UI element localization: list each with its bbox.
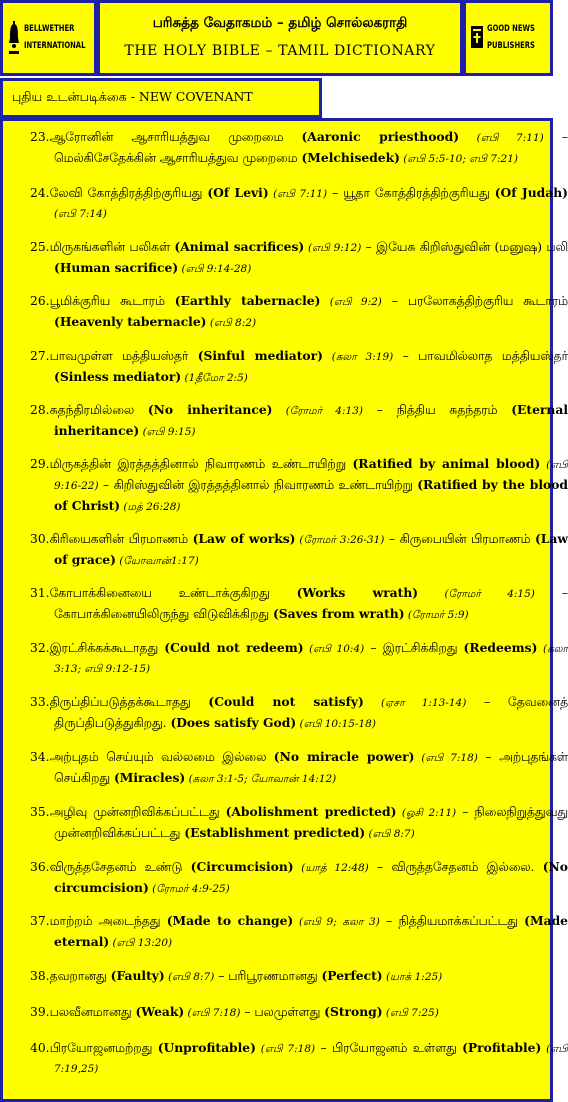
english-term: (Does satisfy God) — [170, 715, 297, 730]
entry-number: 24. — [30, 186, 50, 200]
dictionary-entry — [30, 638, 568, 679]
page-title-english: THE HOLY BIBLE – TAMIL DICTIONARY — [124, 43, 436, 59]
english-term: (Profitable) — [462, 1040, 542, 1055]
tamil-term: – பரிபூரணமானது — [214, 969, 322, 983]
tamil-term: – பலமுள்ளது — [240, 1005, 325, 1019]
english-term: (Faulty) — [110, 968, 165, 983]
scripture-reference: (எபி 7:18) — [255, 1043, 316, 1055]
tamil-term: கிரியைகளின் பிரமாணம் — [49, 532, 193, 546]
dictionary-entry — [30, 966, 568, 987]
scripture-reference: (ரோமர் 4:15) — [418, 588, 535, 600]
english-term: (Circumcision) — [190, 859, 294, 874]
tamil-term: – கிருபையின் பிரமாணம் — [384, 532, 535, 546]
tamil-term: விருத்தசேதனம் உண்டு — [49, 860, 191, 874]
entry-number: 34. — [30, 750, 50, 764]
entry-number: 37. — [30, 914, 50, 928]
english-term: (Abolishment predicted) — [225, 804, 397, 819]
english-term: (No inheritance) — [147, 402, 273, 417]
english-term: (Perfect) — [321, 968, 383, 983]
entry-number: 29. — [30, 457, 50, 471]
entry-number: 28. — [30, 403, 50, 417]
scripture-reference: (மத் 26:28) — [120, 501, 181, 513]
tamil-term: மிருகங்களின் பலிகள் — [49, 240, 175, 254]
good-news-logo-box — [463, 0, 553, 76]
tamil-term: தவறானது — [49, 969, 111, 983]
tamil-term: லேவி கோத்திரத்திற்குரியது — [49, 186, 208, 200]
english-term: (No miracle power) — [273, 749, 415, 764]
entry-number: 39. — [30, 1005, 50, 1019]
scripture-reference: (எபி 7:19,25) — [54, 1043, 568, 1075]
scripture-reference: (எபி 9:12) — [304, 242, 362, 254]
scripture-reference: (எபி 8:7) — [365, 828, 415, 840]
dictionary-entry — [30, 911, 568, 953]
tamil-term: – பரலோகத்திற்குரிய கூடாரம் — [381, 294, 568, 308]
entry-number: 33. — [30, 695, 50, 709]
scripture-reference: (எபி 13:20) — [109, 937, 173, 949]
english-term: (Establishment predicted) — [184, 825, 366, 840]
english-term: (Heavenly tabernacle) — [54, 314, 207, 329]
tamil-term: – தேவனைத் திருப்திபடுத்துகிறது. — [54, 695, 568, 730]
scripture-reference: (கலா 3:13; எபி 9:12-15) — [54, 643, 568, 675]
logo-right-line2: PUBLISHERS — [487, 41, 535, 51]
logo-left-line1: BELLWETHER — [24, 24, 75, 34]
english-term: (Weak) — [135, 1004, 185, 1019]
english-term: (Aaronic priesthood) — [301, 129, 460, 144]
scripture-reference: (எபி 9:15) — [139, 426, 196, 438]
entry-number: 23. — [30, 130, 50, 144]
english-term: (Strong) — [324, 1004, 383, 1019]
tamil-term: மிருகத்தின் இரத்தத்தினால் நிவாரணம் உண்டாயிற்று — [49, 457, 353, 471]
scripture-reference: (எபி 7:14) — [54, 208, 107, 220]
bellwether-logo — [7, 15, 90, 61]
tamil-term: – பிரயோஜனம் உள்ளது — [315, 1041, 463, 1055]
english-term: (Human sacrifice) — [54, 260, 179, 275]
dictionary-entry — [30, 346, 568, 388]
dictionary-entry — [30, 692, 568, 734]
scripture-reference: (யாக் 1:25) — [382, 971, 443, 983]
entries-panel — [0, 118, 568, 1102]
tamil-term: – விருத்தசேதனம் இல்லை. — [368, 860, 543, 874]
scripture-reference: (யோவான்1:17) — [115, 555, 199, 567]
dictionary-entry — [30, 583, 568, 625]
scripture-reference: (ஏசா 1:13-14) — [363, 697, 467, 709]
tamil-term: – யூதா கோத்திரத்திற்குரியது — [327, 186, 495, 200]
scripture-reference: (எபி 7:11) — [268, 188, 328, 200]
entry-number: 26. — [30, 294, 50, 308]
english-term: (Animal sacrifices) — [174, 239, 305, 254]
book-icon — [470, 18, 484, 58]
tamil-term: ஆரோனின் ஆசாரியத்துவ முறைமை — [49, 130, 302, 144]
tamil-term: அழிவு முன்னறிவிக்கப்பட்டது — [49, 805, 226, 819]
entry-number: 35. — [30, 805, 50, 819]
dictionary-entry — [30, 291, 568, 333]
dictionary-entry — [30, 1002, 568, 1023]
dictionary-entry — [30, 857, 568, 899]
tamil-term: மாற்றம் அடைந்தது — [49, 914, 167, 928]
tamil-term: – பாவமில்லாத மத்தியஸ்தர் — [393, 349, 568, 363]
dictionary-entry — [30, 127, 568, 169]
scripture-reference: (கலா 3:19) — [322, 351, 394, 363]
english-term: (Earthly tabernacle) — [174, 293, 321, 308]
scripture-reference: (எபி 9:16-22) — [54, 459, 568, 492]
english-term: (Melchisedek) — [301, 150, 400, 165]
english-term: (Made eternal) — [54, 913, 568, 949]
english-term: (Made to change) — [166, 913, 294, 928]
tamil-term: – மெல்கிசேதேக்கின் ஆசாரியத்துவ முறைமை — [54, 130, 568, 165]
dictionary-entry — [30, 237, 568, 279]
section-header — [0, 78, 322, 118]
scripture-reference: (ரோமர் 5:9) — [404, 609, 469, 621]
entry-number: 38. — [30, 969, 50, 983]
dictionary-entry — [30, 747, 568, 789]
scripture-reference: (எபி 9:2) — [320, 296, 382, 308]
english-term: (Unprofitable) — [157, 1040, 256, 1055]
page-title-tamil: பரிசுத்த வேதாகமம் – தமிழ் சொல்லகராதி — [152, 15, 408, 31]
title-box — [97, 0, 463, 76]
scripture-reference: (யாத் 12:48) — [293, 862, 369, 874]
tamil-term: – இரட்சிக்கிறது — [364, 641, 464, 655]
english-term: (No circumcision) — [54, 859, 568, 895]
english-term: (Of Levi) — [207, 185, 269, 200]
tamil-term: பூமிக்குரிய கூடாரம் — [49, 294, 175, 308]
dictionary-entry — [30, 400, 568, 442]
dictionary-entry — [30, 1038, 568, 1079]
logo-left-line2: INTERNATIONAL — [24, 41, 86, 51]
good-news-logo — [470, 15, 546, 61]
scripture-reference: (எபி 10:15-18) — [296, 718, 376, 730]
tamil-term: பாவமுள்ள மத்தியஸ்தர் — [49, 349, 198, 363]
entry-number: 31. — [30, 586, 50, 600]
dictionary-entry — [30, 802, 568, 844]
english-term: (Sinful mediator) — [197, 348, 323, 363]
tamil-term: – இயேசு கிறிஸ்துவின் (மனுஷ) பலி — [361, 240, 568, 254]
tamil-term: கோபாக்கினையை உண்டாக்குகிறது — [49, 586, 297, 600]
entry-number: 27. — [30, 349, 50, 363]
english-term: (Works wrath) — [296, 585, 419, 600]
english-term: (Law of grace) — [54, 531, 568, 567]
english-term: (Could not redeem) — [164, 640, 304, 655]
logo-right-line1: GOOD NEWS — [487, 24, 535, 34]
scripture-reference: (ரோமர் 4:9-25) — [148, 883, 230, 895]
entry-number: 32. — [30, 641, 50, 655]
tamil-term: – கோபாக்கினையிலிருந்து விடுவிக்கிறது — [54, 586, 568, 621]
dictionary-entry — [30, 529, 568, 571]
tamil-term: – அற்புதங்கள் செய்கிறது — [54, 750, 568, 785]
entry-number: 36. — [30, 860, 50, 874]
dictionary-entry — [30, 183, 568, 224]
section-title-tamil: புதிய உடன்படிக்கை — [12, 89, 127, 104]
scripture-reference: (எபி 7:25) — [382, 1007, 439, 1019]
scripture-reference: (எபி 7:18) — [184, 1007, 241, 1019]
tamil-term: அற்புதம் செய்யும் வல்லமை இல்லை — [49, 750, 274, 764]
english-term: (Of Judah) — [494, 185, 568, 200]
scripture-reference: (ரோமர் 4:13) — [272, 405, 363, 417]
scripture-reference: (எபி 5:5-10; எபி 7:21) — [399, 153, 518, 165]
tamil-term: இரட்சிக்கக்கூடாதது — [49, 641, 165, 655]
dictionary-entry — [30, 454, 568, 517]
scripture-reference: (ரோமர் 3:26-31) — [295, 534, 385, 546]
english-term: (Sinless mediator) — [54, 369, 182, 384]
english-term: (Redeems) — [463, 640, 538, 655]
tamil-term: பிரயோஜனமற்றது — [49, 1041, 158, 1055]
english-term: (Saves from wrath) — [272, 606, 405, 621]
bellwether-logo-box — [0, 0, 97, 76]
tamil-term: – நித்தியமாக்கப்பட்டது — [379, 914, 525, 928]
scripture-reference: (1தீமோ 2:5) — [181, 372, 248, 384]
english-term: (Ratified by the blood of Christ) — [54, 477, 568, 513]
scripture-reference: (எபி 9:14-28) — [178, 263, 252, 275]
scripture-reference: (ஓசி 2:11) — [396, 807, 457, 819]
tamil-term: – கிறிஸ்துவின் இரத்தத்தினால் நிவாரணம் உண்டாயிற்று — [98, 478, 418, 492]
english-term: (Eternal inheritance) — [54, 402, 568, 438]
tamil-term: – நித்திய சுதந்தரம் — [362, 403, 512, 417]
section-title-english: - NEW COVENANT — [130, 89, 253, 104]
tamil-term: திருப்திப்படுத்தக்கூடாதது — [49, 695, 209, 709]
english-term: (Could not satisfy) — [208, 694, 364, 709]
entry-number: 40. — [30, 1041, 50, 1055]
english-term: (Miracles) — [113, 770, 186, 785]
tamil-term: சுதந்திரமில்லை — [49, 403, 148, 417]
scripture-reference: (எபி 7:11) — [459, 132, 544, 144]
scripture-reference: (எபி 8:7) — [164, 971, 215, 983]
entry-number: 25. — [30, 240, 50, 254]
entry-number: 30. — [30, 532, 50, 546]
bell-icon — [7, 18, 21, 58]
scripture-reference: (எபி 7:18) — [414, 752, 478, 764]
scripture-reference: (எபி 9; கலா 3) — [293, 916, 380, 928]
english-term: (Law of works) — [192, 531, 296, 546]
tamil-term: – நிலைநிறுத்துவது முன்னறிவிக்கப்பட்டது — [54, 805, 568, 840]
scripture-reference: (கலா 3:1-5; யோவான் 14:12) — [185, 773, 337, 785]
scripture-reference: (எபி 8:2) — [206, 317, 257, 329]
english-term: (Ratified by animal blood) — [352, 456, 541, 471]
tamil-term: பலவீனமானது — [49, 1005, 136, 1019]
scripture-reference: (எபி 10:4) — [303, 643, 365, 655]
